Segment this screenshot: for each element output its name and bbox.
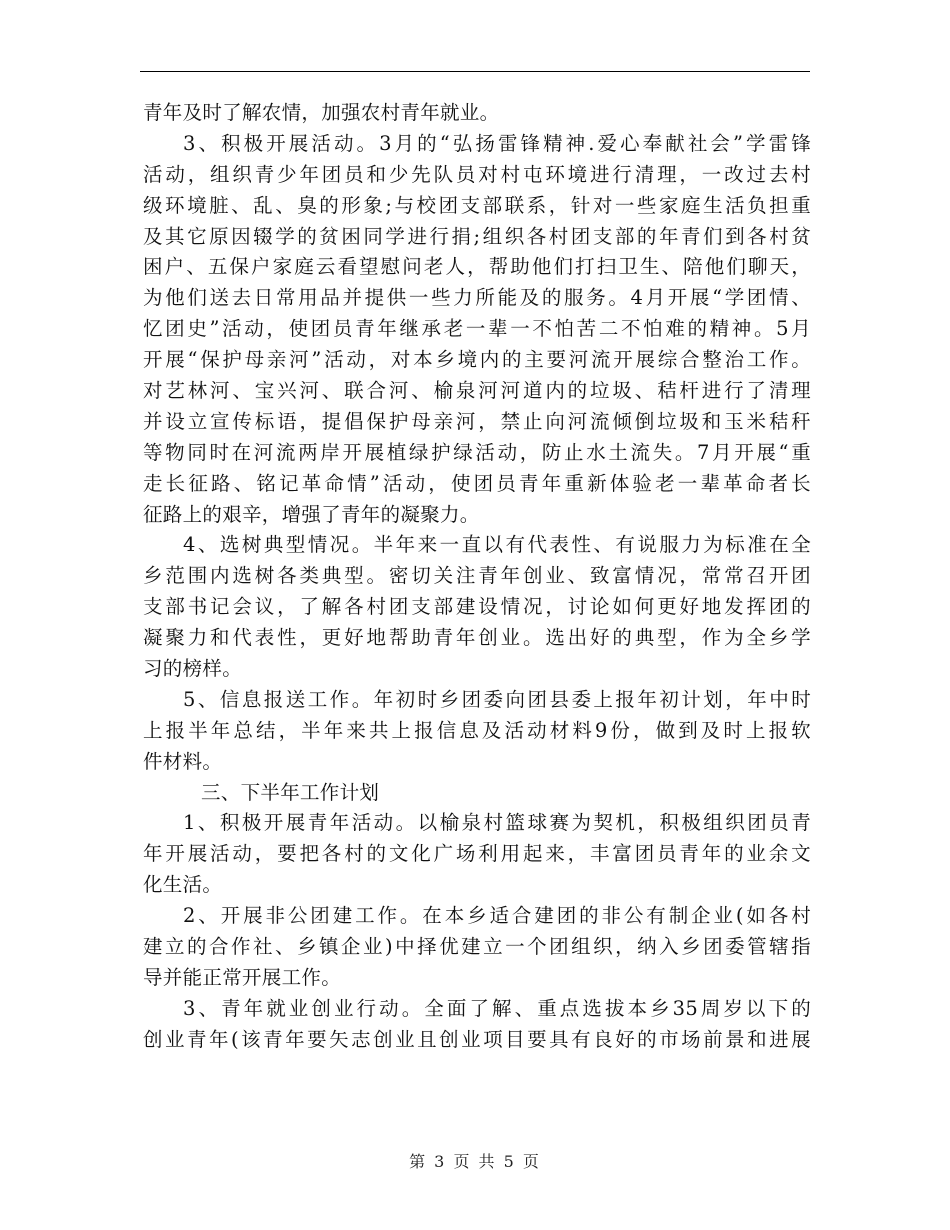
text-line: 件材料。 [143, 749, 223, 773]
text-line: 4、选树典型情况。半年来一直以有代表性、有说服力为标准在全 [183, 533, 811, 557]
header-rule [140, 71, 810, 72]
text-line: 1、积极开展青年活动。以榆泉村篮球赛为契机，积极组织团员青 [183, 811, 811, 835]
text-line: 级环境脏、乱、臭的形象;与校团支部联系，针对一些家庭生活负担重 [143, 193, 811, 217]
text-line: 及其它原因辍学的贫困同学进行捐;组织各村团支部的年青们到各村贫 [143, 224, 811, 248]
text-line: 年开展活动，要把各村的文化广场利用起来，丰富团员青年的业余文 [143, 842, 811, 866]
text-line: 化生活。 [143, 873, 223, 897]
text-line: 习的榜样。 [143, 657, 243, 681]
text-line: 凝聚力和代表性，更好地帮助青年创业。选出好的典型，作为全乡学 [143, 626, 811, 650]
text-line: 5、信息报送工作。年初时乡团委向团县委上报年初计划，年中时 [183, 687, 811, 711]
text-line: 征路上的艰辛，增强了青年的凝聚力。 [143, 502, 480, 526]
text-line: 3、青年就业创业行动。全面了解、重点选拔本乡35周岁以下的 [183, 996, 811, 1020]
text-line: 对艺林河、宝兴河、联合河、榆泉河河道内的垃圾、秸杆进行了清理 [143, 379, 811, 403]
text-line: 支部书记会议，了解各村团支部建设情况，讨论如何更好地发挥团的 [143, 595, 811, 619]
text-line: 忆团史”活动，使团员青年继承老一辈一不怕苦二不怕难的精神。5月 [143, 317, 811, 341]
text-line: 为他们送去日常用品并提供一些力所能及的服务。4月开展“学团情、 [143, 286, 811, 310]
section-heading: 三、下半年工作计划 [201, 780, 380, 804]
text-line: 青年及时了解农情，加强农村青年就业。 [143, 101, 500, 124]
text-line: 创业青年(该青年要矢志创业且创业项目要具有良好的市场前景和进展 [143, 1027, 811, 1051]
text-line: 并设立宣传标语，提倡保护母亲河，禁止向河流倾倒垃圾和玉米秸秆 [143, 409, 811, 433]
text-line: 等物同时在河流两岸开展植绿护绿活动，防止水土流失。7月开展“重 [143, 440, 811, 464]
text-line: 走长征路、铭记革命情”活动，使团员青年重新体验老一辈革命者长 [143, 471, 811, 495]
page-number-footer: 第 3 页 共 5 页 [409, 1152, 541, 1171]
text-line: 3、积极开展活动。3月的“弘扬雷锋精神.爱心奉献社会”学雷锋 [183, 131, 811, 155]
text-line: 建立的合作社、乡镇企业)中择优建立一个团组织，纳入乡团委管辖指 [143, 935, 811, 959]
text-line: 导并能正常开展工作。 [143, 965, 342, 989]
text-line: 困户、五保户家庭云看望慰问老人，帮助他们打扫卫生、陪他们聊天， [143, 255, 811, 279]
text-line: 2、开展非公团建工作。在本乡适合建团的非公有制企业(如各村 [183, 904, 811, 928]
text-line: 活动，组织青少年团员和少先队员对村屯环境进行清理，一改过去村 [143, 162, 811, 186]
text-line: 乡范围内选树各类典型。密切关注青年创业、致富情况，常常召开团 [143, 564, 811, 588]
text-line: 上报半年总结，半年来共上报信息及活动材料9份，做到及时上报软 [143, 718, 811, 742]
text-line: 开展“保护母亲河”活动，对本乡境内的主要河流开展综合整治工作。 [143, 348, 811, 372]
document-body [143, 98, 811, 1056]
